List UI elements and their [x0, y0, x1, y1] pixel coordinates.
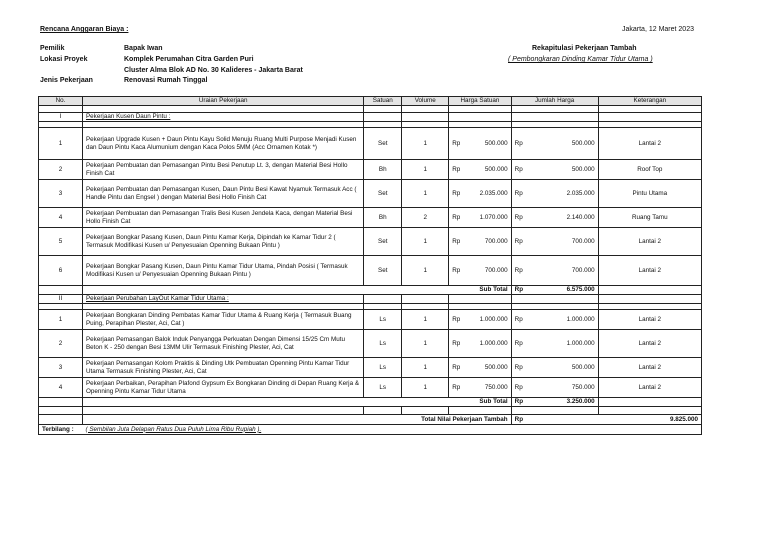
row-unit: Ls [364, 378, 402, 398]
row-unit: Ls [364, 310, 402, 330]
row-volume: 1 [402, 160, 449, 180]
currency-label: Rp [511, 286, 525, 295]
row-number: 5 [39, 228, 83, 256]
table-row [39, 208, 702, 228]
currency-label: Rp [511, 398, 525, 407]
row-unit-price: 700.000 [463, 256, 511, 286]
row-volume: 2 [402, 208, 449, 228]
cost-table [38, 96, 702, 435]
table-row [39, 228, 702, 256]
row-number: 6 [39, 256, 83, 286]
currency-label: Rp [449, 128, 463, 160]
terbilang-label: Terbilang : [39, 425, 83, 435]
row-number: 1 [39, 310, 83, 330]
row-number: 3 [39, 180, 83, 208]
row-description: Pekerjaan Perbaikan, Perapihan Plafond Gypsum Ex Bongkaran Dinding di Depan Ruang Kerja & Openning Pintu Kamar Tidur Utama [82, 378, 363, 398]
currency-label: Rp [511, 228, 525, 256]
col-unit-price: Harga Satuan [449, 97, 511, 106]
row-note: Pintu Utama [598, 180, 701, 208]
row-volume: 1 [402, 310, 449, 330]
currency-label: Rp [511, 310, 525, 330]
row-unit: Set [364, 256, 402, 286]
col-total-price: Jumlah Harga [511, 97, 598, 106]
row-total-price: 500.000 [525, 358, 598, 378]
currency-label: Rp [449, 228, 463, 256]
row-total-price: 700.000 [525, 228, 598, 256]
row-unit-price: 500.000 [463, 128, 511, 160]
row-total-price: 1.000.000 [525, 330, 598, 358]
row-note: Lantai 2 [598, 378, 701, 398]
owner-label: Pemilik [40, 45, 65, 52]
row-unit-price: 500.000 [463, 160, 511, 180]
table-row [39, 378, 702, 398]
section-title: Pekerjaan Kusen Daun Pintu : [82, 113, 363, 122]
section-row [39, 113, 702, 122]
currency-label: Rp [449, 358, 463, 378]
currency-label: Rp [449, 378, 463, 398]
col-unit: Satuan [364, 97, 402, 106]
row-unit-price: 1.000.000 [463, 330, 511, 358]
subtotal-row [39, 398, 702, 407]
row-description: Pekerjaan Pembuatan dan Pemasangan Tralis Besi Kusen Jendela Kaca, dengan Material Besi Hollo Finish Cat [82, 208, 363, 228]
row-unit-price: 1.000.000 [463, 310, 511, 330]
subtotal-label: Sub Total [82, 286, 511, 295]
row-description: Pekerjaan Upgrade Kusen + Daun Pintu Kayu Solid Menuju Ruang Multi Purpose Menjadi Kusen dan Daun Pintu Kaca Alumunium dengan Kaca Polos 5MM (Acc Ornamen Kotak *) [82, 128, 363, 160]
row-unit: Set [364, 180, 402, 208]
row-volume: 1 [402, 378, 449, 398]
row-unit: Bh [364, 208, 402, 228]
row-total-price: 2.140.000 [525, 208, 598, 228]
recap-title: Rekapitulasi Pekerjaan Tambah [532, 45, 637, 52]
row-description: Pekerjaan Bongkar Pasang Kusen, Daun Pintu Kamar Tidur Utama, Pindah Posisi ( Termasuk Modifikasi Kusen u/ Penyesuaian Openning Bukaan Pintu ) [82, 256, 363, 286]
col-description: Uraian Pekerjaan [82, 97, 363, 106]
row-total-price: 1.000.000 [525, 310, 598, 330]
currency-label: Rp [449, 208, 463, 228]
row-unit: Ls [364, 330, 402, 358]
terbilang-row [39, 425, 702, 435]
currency-label: Rp [511, 180, 525, 208]
row-unit: Ls [364, 358, 402, 378]
row-note: Roof Top [598, 160, 701, 180]
currency-label: Rp [449, 256, 463, 286]
currency-label: Rp [511, 128, 525, 160]
table-row [39, 128, 702, 160]
row-volume: 1 [402, 180, 449, 208]
row-unit-price: 1.070.000 [463, 208, 511, 228]
row-note: Lantai 2 [598, 128, 701, 160]
subtotal-value: 6.575.000 [525, 286, 598, 295]
currency-label: Rp [511, 358, 525, 378]
row-note: Lantai 2 [598, 228, 701, 256]
currency-label: Rp [449, 310, 463, 330]
subtotal-row [39, 286, 702, 295]
currency-label: Rp [511, 256, 525, 286]
recap-subtitle: ( Pembongkaran Dinding Kamar Tidur Utama ) [508, 56, 653, 63]
subtotal-label: Sub Total [82, 398, 511, 407]
document-date: Jakarta, 12 Maret 2023 [622, 26, 694, 33]
row-note: Ruang Tamu [598, 208, 701, 228]
row-unit-price: 2.035.000 [463, 180, 511, 208]
row-description: Pekerjaan Bongkaran Dinding Pembatas Kamar Tidur Utama & Ruang Kerja ( Termasuk Buang Puing, Perapihan Plester, Aci, Cat ) [82, 310, 363, 330]
row-number: 2 [39, 160, 83, 180]
currency-label: Rp [511, 160, 525, 180]
row-note: Lantai 2 [598, 330, 701, 358]
location-line-1: Komplek Perumahan Citra Garden Puri [124, 56, 254, 63]
document-title: Rencana Anggaran Biaya : [40, 26, 129, 33]
currency-label: Rp [449, 330, 463, 358]
col-notes: Keterangan [598, 97, 701, 106]
row-volume: 1 [402, 330, 449, 358]
row-description: Pekerjaan Pembuatan dan Pemasangan Pintu Besi Penutup Lt. 3, dengan Material Besi Hollo Finish Cat [82, 160, 363, 180]
section-number: II [39, 295, 83, 304]
row-description: Pekerjaan Bongkar Pasang Kusen, Daun Pintu Kamar Kerja, Dipindah ke Kamar Tidur 2 ( Termasuk Modifikasi Kusen u/ Penyesuaian Openning Bukaan Pintu ) [82, 228, 363, 256]
location-line-2: Cluster Alma Blok AD No. 30 Kalideres - Jakarta Barat [124, 67, 303, 74]
row-volume: 1 [402, 358, 449, 378]
row-total-price: 2.035.000 [525, 180, 598, 208]
row-volume: 1 [402, 128, 449, 160]
row-volume: 1 [402, 256, 449, 286]
col-volume: Volume [402, 97, 449, 106]
row-unit: Set [364, 128, 402, 160]
currency-label: Rp [449, 160, 463, 180]
grand-total-value: 9.825.000 [525, 415, 701, 425]
row-total-price: 750.000 [525, 378, 598, 398]
row-number: 2 [39, 330, 83, 358]
row-note: Lantai 2 [598, 310, 701, 330]
subtotal-value: 3.250.000 [525, 398, 598, 407]
table-row [39, 330, 702, 358]
owner-value: Bapak Iwan [124, 45, 163, 52]
row-unit-price: 500.000 [463, 358, 511, 378]
row-unit-price: 750.000 [463, 378, 511, 398]
section-row [39, 295, 702, 304]
table-row [39, 160, 702, 180]
grand-total-label: Total Nilai Pekerjaan Tambah [82, 415, 511, 425]
row-total-price: 700.000 [525, 256, 598, 286]
currency-label: Rp [511, 330, 525, 358]
currency-label: Rp [449, 180, 463, 208]
row-unit: Bh [364, 160, 402, 180]
row-description: Pekerjaan Pembuatan dan Pemasangan Kusen, Daun Pintu Besi Kawat Nyamuk Termasuk Acc ( Handle Pintu dan Engsel ) dengan Material Besi Hollo Finish Cat [82, 180, 363, 208]
grand-total-row [39, 415, 702, 425]
table-row [39, 256, 702, 286]
row-number: 3 [39, 358, 83, 378]
row-total-price: 500.000 [525, 128, 598, 160]
row-unit: Set [364, 228, 402, 256]
location-label: Lokasi Proyek [40, 56, 88, 63]
row-volume: 1 [402, 228, 449, 256]
section-number: I [39, 113, 83, 122]
row-number: 1 [39, 128, 83, 160]
currency-label: Rp [511, 208, 525, 228]
row-description: Pekerjaan Pemasangan Balok Induk Penyangga Perkuatan Dengan Dimensi 15/25 Cm Mutu Beton K - 250 dengan Besi 13MM Ulir Termasuk Finishing Plester, Aci, Cat [82, 330, 363, 358]
table-header [39, 97, 702, 106]
section-title: Pekerjaan Perubahan LayOut Kamar Tidur Utama : [82, 295, 363, 304]
job-type-label: Jenis Pekerjaan [40, 77, 93, 84]
table-row [39, 358, 702, 378]
row-total-price: 500.000 [525, 160, 598, 180]
table-row [39, 180, 702, 208]
row-number: 4 [39, 378, 83, 398]
row-number: 4 [39, 208, 83, 228]
row-note: Lantai 2 [598, 256, 701, 286]
col-no: No. [39, 97, 83, 106]
currency-label: Rp [511, 415, 525, 425]
row-unit-price: 700.000 [463, 228, 511, 256]
row-description: Pekerjaan Pemasangan Kolom Praktis & Dinding Utk Pembuatan Openning Pintu Kamar Tidur Utama Termasuk Finishing Plester, Aci, Cat [82, 358, 363, 378]
row-note: Lantai 2 [598, 358, 701, 378]
job-type-value: Renovasi Rumah Tinggal [124, 77, 208, 84]
table-row [39, 310, 702, 330]
currency-label: Rp [511, 378, 525, 398]
terbilang-text: ( Sembilan Juta Delapan Ratus Dua Puluh Lima Ribu Rupiah ). [82, 425, 701, 435]
